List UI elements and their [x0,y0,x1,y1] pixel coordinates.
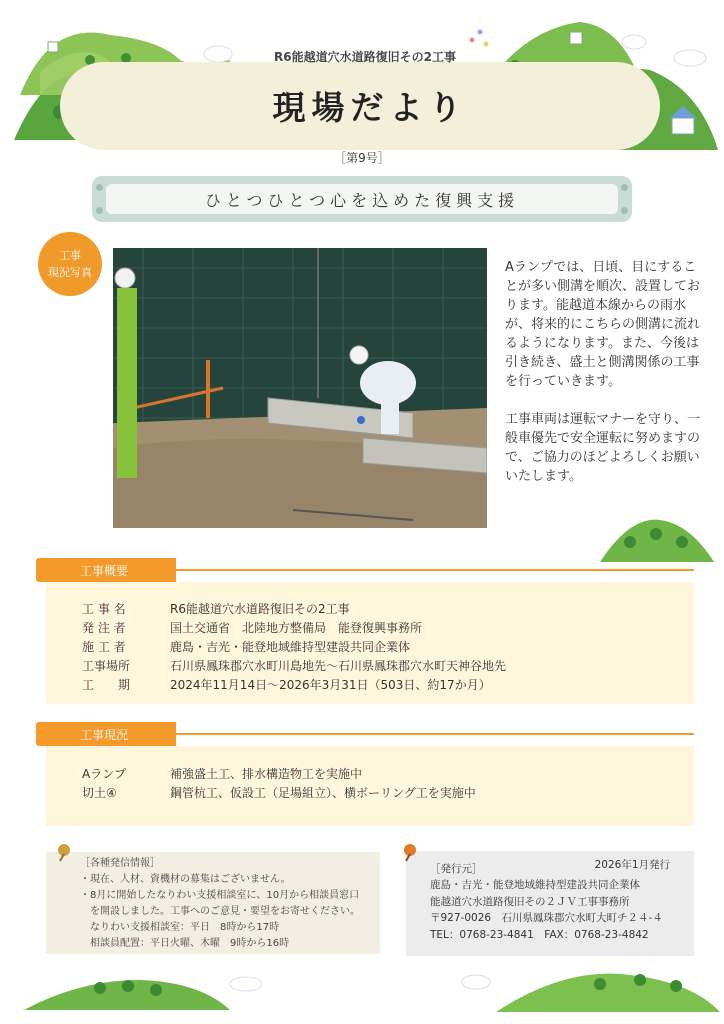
badge-line1: 工事 [59,249,81,262]
description-paragraph-2: 工事車両は運転マナーを守り、一般車優先で安全運転に努めますので、ご協力のほどよろしくお願いいたします。 [505,412,701,484]
info-line: なりわい支援相談室：平日 8時から17時 [80,922,280,933]
info-line: 相談員配置：平日火曜、木曜 9時から16時 [80,938,290,949]
status-row [82,784,476,801]
overview-section-tab: 工事概要 [36,558,176,582]
status-label: Aランプ [82,767,127,781]
overview-row [82,657,506,674]
issue-number: ［第9号］ [334,151,390,165]
overview-row [82,600,350,617]
info-line: ・8月に開始したなりわい支援相談室に、10月から相談員窓口 [80,890,360,901]
info-line: ・現在、人材、資機材の募集はございません。 [80,874,291,885]
overview-value: R6能越道穴水道路復旧その2工事 [170,602,350,616]
publish-date: 2026年1月発行 [594,859,670,871]
status-label: 切土④ [82,786,117,800]
publisher-line: TEL：0768-23-4841 FAX：0768-23-4842 [430,928,649,941]
status-value: 鋼管杭工、仮設工（足場組立）、横ボーリング工を実施中 [170,786,476,800]
info-line: ［各種発信情報］ [80,858,160,869]
overview-row [82,619,422,636]
headline-text: ひとつひとつ心を込めた復興支援 [106,184,618,214]
publisher-box [406,851,694,956]
pushpin-icon [54,842,74,862]
overview-label: 工事場所 [82,659,131,673]
photo-description [505,258,701,486]
footer-landscape [0,950,724,1024]
info-box [46,852,380,954]
site-photo [113,248,487,528]
status-value: 補強盛土工、排水構造物工を実施中 [170,767,363,781]
status-section-line [176,733,694,735]
publisher-label: ［発行元］ [430,863,483,875]
overview-row [82,676,491,693]
status-section-tab: 工事現況 [36,722,176,746]
overview-row [82,638,410,655]
overview-value: 鹿島・吉光・能登地域維持型建設共同企業体 [170,640,411,654]
page-title: 現場だより [272,88,468,127]
description-paragraph-1: Aランプでは、日頃、目にすることが多い側溝を順次、設置しております。能越道本線からの雨水が、将来的にこちらの側溝に流れるようになります。また、今後は引き続き、盛土と側溝関係の工事を行っていきます。 [505,260,701,389]
hill-decoration-right [600,506,714,562]
overview-value: 2024年11月14日～2026年3月31日（503日、約17か月） [170,678,491,692]
status-row [82,765,362,782]
publisher-line: 鹿島・吉光・能登地域維持型建設共同企業体 [430,879,640,891]
header-subtitle: R6能越道穴水道路復旧その2工事 [274,50,456,64]
overview-label: 工 事 名 [82,602,126,616]
overview-value: 国土交通省 北陸地方整備局 能登復興事務所 [170,621,423,635]
info-line: を開設しました。工事へのご意見・要望をお寄せください。 [80,906,360,917]
publisher-line: 〒927-0026 石川県鳳珠郡穴水町大町チ２４-４ [430,912,663,924]
overview-label: 工 期 [82,678,131,692]
badge-line2: 現況写真 [48,266,92,279]
overview-section-line [176,569,694,571]
overview-label: 施 工 者 [82,640,126,654]
overview-label: 発 注 者 [82,621,126,635]
photo-badge [38,232,102,296]
publisher-line: 能越道穴水道路復旧その２ＪＶ工事事務所 [430,895,630,908]
overview-value: 石川県鳳珠郡穴水町川島地先～石川県鳳珠郡穴水町天神谷地先 [170,659,507,673]
headline-banner [92,176,632,222]
pushpin-icon [400,842,420,862]
